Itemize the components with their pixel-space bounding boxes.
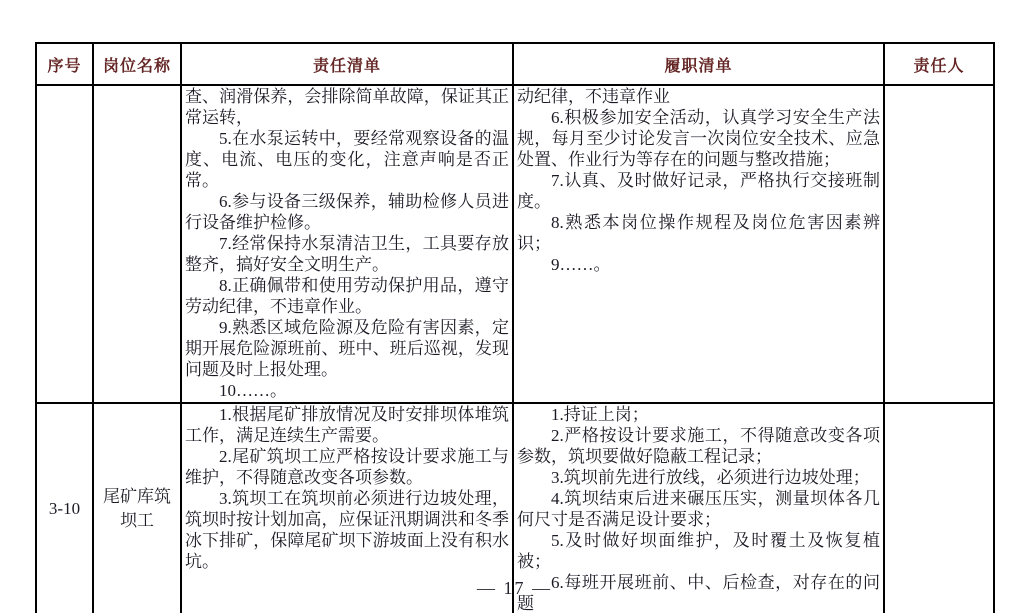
column-header-performance: 履职清单 (513, 43, 884, 85)
list-paragraph: 9.熟悉区域危险源及危险有害因素，定期开展危险源班前、班中、班后巡视，发现问题及时上报处理。 (185, 318, 509, 379)
column-header-responsible: 责任人 (884, 43, 994, 85)
cell-duties (181, 85, 513, 403)
list-paragraph: 动纪律，不违章作业 (517, 87, 670, 106)
cell-position: 尾矿库筑坝工 (93, 403, 181, 613)
column-header-seq: 序号 (36, 43, 93, 85)
list-paragraph: 1.根据尾矿排放情况及时安排坝体堆筑工作，满足连续生产需要。 (185, 405, 509, 445)
page-number: — 17 — (477, 578, 552, 598)
list-paragraph: 3.筑坝前先进行放线，必须进行边坡处理； (551, 468, 870, 487)
responsibility-table (35, 42, 995, 613)
list-paragraph: 1.持证上岗； (551, 405, 649, 424)
column-header-duties: 责任清单 (181, 43, 513, 85)
table-header-row (36, 43, 994, 85)
list-paragraph: 6.每班开展班前、中、后检查，对存在的问题 (517, 573, 880, 613)
list-paragraph: 10……。 (219, 381, 287, 400)
list-paragraph: 2.尾矿筑坝工应严格按设计要求施工与维护，不得随意改变各项参数。 (185, 447, 509, 487)
cell-position (93, 85, 181, 403)
cell-performance (513, 85, 884, 403)
list-paragraph: 4.筑坝结束后进来碾压压实，测量坝体各几何尺寸是否满足设计要求； (517, 489, 880, 529)
list-paragraph: 6.参与设备三级保养，辅助检修人员进行设备维护检修。 (185, 192, 509, 232)
cell-seq: 3-10 (36, 403, 93, 613)
list-paragraph: 2.严格按设计要求施工，不得随意改变各项参数，筑坝要做好隐蔽工程记录； (517, 426, 880, 466)
list-paragraph: 5.在水泵运转中，要经常观察设备的温度、电流、电压的变化，注意声响是否正常。 (185, 129, 509, 190)
table-row (36, 85, 994, 403)
column-header-position: 岗位名称 (93, 43, 181, 85)
list-paragraph: 7.经常保持水泵清洁卫生，工具要存放整齐，搞好安全文明生产。 (185, 234, 509, 274)
list-paragraph: 8.熟悉本岗位操作规程及岗位危害因素辨识； (517, 213, 880, 253)
list-paragraph: 查、润滑保养，会排除简单故障，保证其正常运转， (185, 87, 509, 127)
list-paragraph: 8.正确佩带和使用劳动保护用品，遵守劳动纪律，不违章作业。 (185, 276, 509, 316)
cell-responsible (884, 85, 994, 403)
list-paragraph: 6.积极参加安全活动，认真学习安全生产法规，每月至少讨论发言一次岗位安全技术、应急处置、作业行为等存在的问题与整改措施； (517, 108, 880, 169)
cell-seq (36, 85, 93, 403)
list-paragraph: 9……。 (551, 255, 611, 274)
list-paragraph: 3.筑坝工在筑坝前必须进行边坡处理，筑坝时按计划加高，应保证汛期调洪和冬季冰下排矿，保障尾矿坝下游坡面上没有积水坑。 (185, 489, 509, 571)
list-paragraph: 7.认真、及时做好记录，严格执行交接班制度。 (517, 171, 880, 211)
list-paragraph: 5.及时做好坝面维护，及时覆土及恢复植被； (517, 531, 880, 571)
